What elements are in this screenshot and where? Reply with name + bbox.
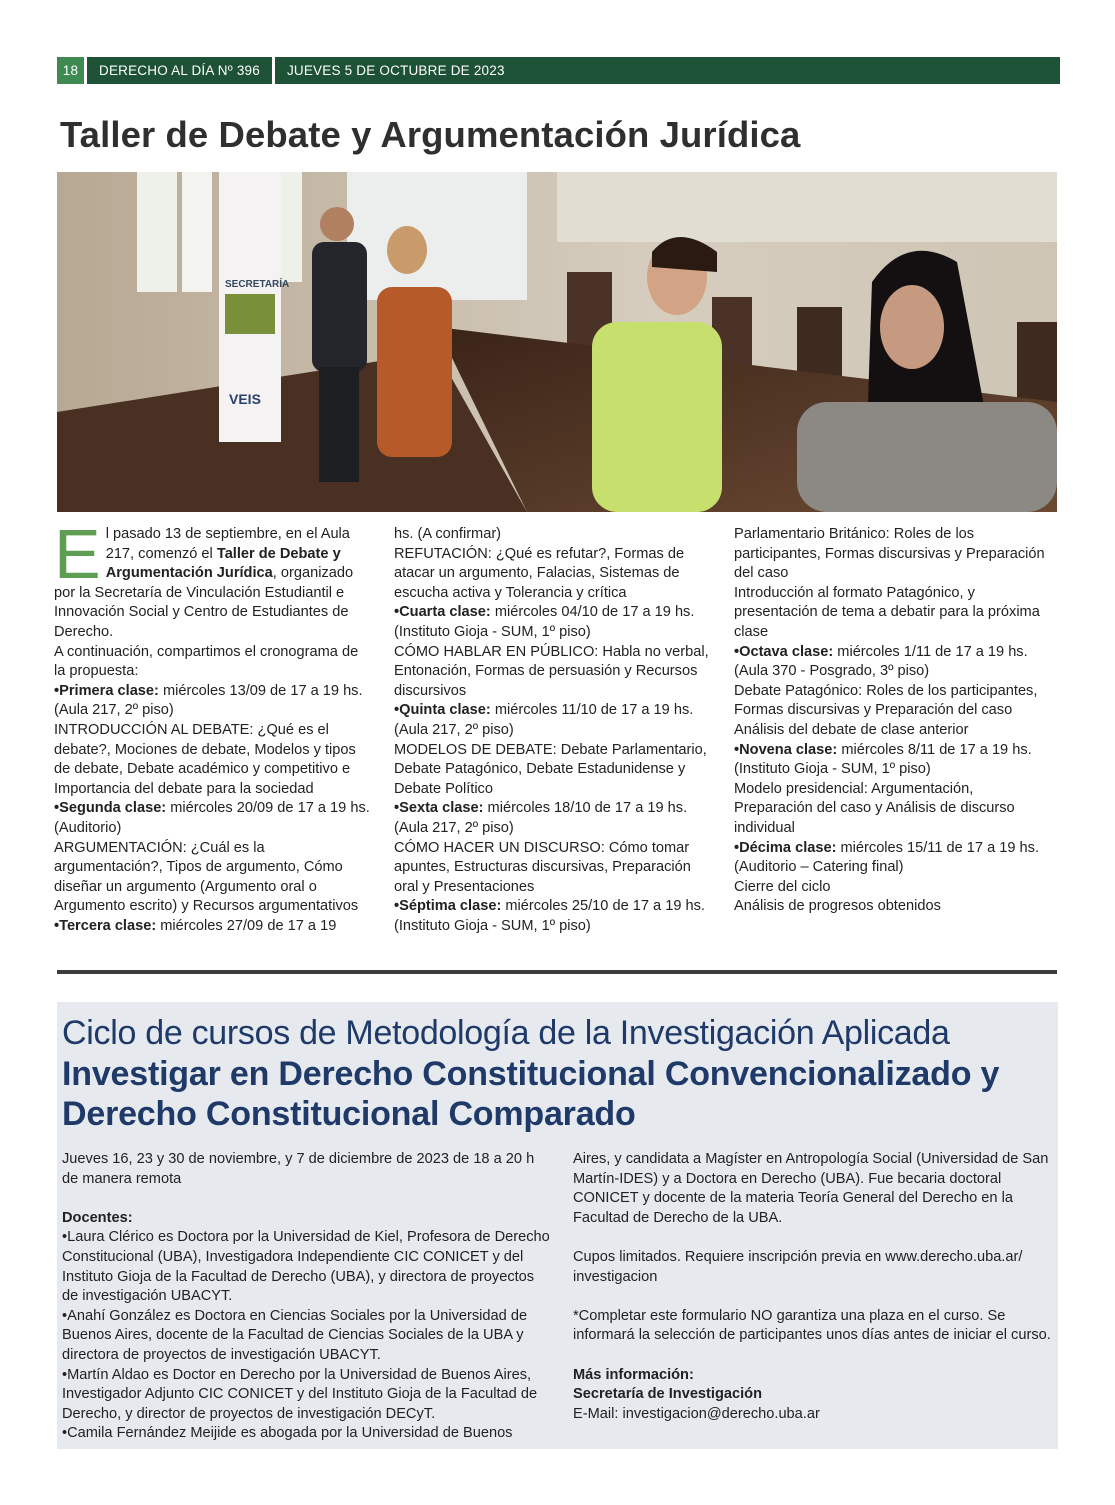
class-entry: •Cuarta clase: miércoles 04/10 de 17 a 19 hs. (Instituto Gioja - SUM, 1º piso): [394, 604, 695, 640]
article-column-2: [394, 525, 712, 936]
page-number: 18: [57, 57, 84, 84]
class-topic: Parlamentario Británico: Roles de los participantes, Formas discursivas y Preparación del caso: [734, 526, 1045, 582]
banner-logo: VEIS: [229, 391, 261, 407]
course-title: Investigar en Derecho Constitucional Convencionalizado y Derecho Constitucional Comparado: [62, 1055, 1000, 1133]
teacher-bio: Aires, y candidata a Magíster en Antropología Social (Universidad de San Martín-IDES) y a Doctora en Derecho (UBA). Fue becaria doctoral CONICET y docente de la materia Teoría General del Derecho en la Facultad de Derecho de la UBA.: [573, 1151, 1049, 1226]
photo-illustration: [57, 172, 1057, 512]
class-entry: •Quinta clase: miércoles 11/10 de 17 a 19 hs. (Aula 217, 2º piso): [394, 702, 694, 738]
course-column-1: [62, 1150, 552, 1444]
teacher-bio: •Camila Fernández Meijide es abogada por la Universidad de Buenos: [62, 1425, 513, 1442]
class-topic: ARGUMENTACIÓN: ¿Cuál es la argumentación?, Tipos de argumento, Cómo diseñar un argumento (Argumento oral o Argumento escrito) y Recursos argumentativos: [54, 839, 359, 915]
contact-office: Secretaría de Investigación: [573, 1386, 762, 1403]
intro-text: , organizado por la Secretaría de Vinculación Estudiantil e Innovación Social y Centro de Estudiantes de Derecho.: [54, 565, 354, 640]
article-column-1: [54, 515, 372, 936]
intro-text: l pasado 13 de septiembre, en el Aula 217, comenzó el: [105, 526, 350, 562]
teacher-bio: •Martín Aldao es Doctor en Derecho por la Universidad de Buenos Aires, Investigador Adjunto CIC CONICET y del Instituto Gioja de la Facultad de Derecho, y director de proyectos de investigación DECyT.: [62, 1366, 538, 1422]
class-topic: MODELOS DE DEBATE: Debate Parlamentario, Debate Patagónico, Debate Estadunidense y Debate Político: [394, 741, 707, 797]
class-entry: •Sexta clase: miércoles 18/10 de 17 a 19 hs. (Aula 217, 2º piso): [394, 800, 688, 836]
more-info-label: Más información:: [573, 1366, 694, 1383]
page-header: [57, 57, 1060, 84]
class-topic: REFUTACIÓN: ¿Qué es refutar?, Formas de atacar un argumento, Falacias, Sistemas de escucha activa y Tolerancia y crítica: [394, 545, 685, 601]
publication-name: DERECHO AL DÍA Nº 396: [99, 63, 260, 78]
course-schedule: Jueves 16, 23 y 30 de noviembre, y 7 de diciembre de 2023 de 18 a 20 h de manera remota: [62, 1151, 535, 1187]
class-entry: •Tercera clase: miércoles 27/09 de 17 a 19: [54, 917, 337, 934]
drop-cap: E: [54, 515, 101, 593]
class-topic: CÓMO HABLAR EN PÚBLICO: Habla no verbal, Entonación, Formas de persuasión y Recursos discursivos: [394, 643, 709, 699]
class-topic: Modelo presidencial: Argumentación, Preparación del caso y Análisis de discurso individual: [734, 780, 1015, 836]
docentes-heading: Docentes:: [62, 1209, 133, 1226]
teacher-bio: •Laura Clérico es Doctora por la Universidad de Kiel, Profesora de Derecho Constitucional (UBA), Investigadora Independiente CIC CONICET y del Instituto Gioja de la Facultad de Derecho (UBA), y directora de proyectos de investigación UBACYT.: [62, 1229, 550, 1305]
registration-info: Cupos limitados. Requiere inscripción previa en www.derecho.uba.ar/ investigacion: [573, 1248, 1023, 1285]
disclaimer-note: *Completar este formulario NO garantiza una plaza en el curso. Se informará la selección de participantes unos días antes de iniciar el curso.: [573, 1307, 1051, 1344]
class-topic: CÓMO HACER UN DISCURSO: Cómo tomar apuntes, Estructuras discursivas, Preparación oral y Presentaciones: [394, 839, 691, 895]
class-topic: Análisis de progresos obtenidos: [734, 898, 941, 915]
class-topic: INTRODUCCIÓN AL DEBATE: ¿Qué es el debate?, Mociones de debate, Modelos y tipos de debate, Debate académico y competitivo e Importancia del debate para la sociedad: [54, 721, 356, 797]
paragraph: A continuación, compartimos el cronograma de la propuesta:: [54, 643, 359, 680]
article-column-3: [734, 525, 1052, 917]
class-entry: •Novena clase: miércoles 8/11 de 17 a 19 hs. (Instituto Gioja - SUM, 1º piso): [734, 741, 1032, 778]
course-column-2: [573, 1150, 1063, 1424]
class-entry: hs. (A confirmar): [394, 526, 502, 542]
intro-bold: Taller de Debate y Argumentación Jurídica: [105, 545, 341, 582]
class-entry: •Primera clase: miércoles 13/09 de 17 a 19 hs. (Aula 217, 2º piso): [54, 682, 363, 719]
intro-paragraph: [54, 515, 372, 643]
class-topic: Debate Patagónico: Roles de los participantes, Formas discursivas y Preparación del caso: [734, 682, 1038, 719]
class-topic: Cierre del ciclo: [734, 878, 831, 895]
class-entry: •Séptima clase: miércoles 25/10 de 17 a 19 hs. (Instituto Gioja - SUM, 1º piso): [394, 898, 705, 934]
class-entry: •Décima clase: miércoles 15/11 de 17 a 19 hs. (Auditorio – Catering final): [734, 839, 1040, 876]
article-photo: [57, 172, 1057, 512]
section-divider: [57, 970, 1057, 974]
publication-date: JUEVES 5 DE OCTUBRE DE 2023: [286, 63, 505, 78]
class-entry: •Segunda clase: miércoles 20/09 de 17 a 19 hs. (Auditorio): [54, 800, 370, 836]
course-kicker: Ciclo de cursos de Metodología de la Investigación Aplicada: [62, 1014, 950, 1052]
class-topic: Introducción al formato Patagónico, y presentación de tema a debatir para la próxima clase: [734, 584, 1040, 640]
banner-text: SECRETARÍA: [225, 279, 290, 290]
class-topic: Análisis del debate de clase anterior: [734, 721, 969, 738]
teacher-bio: •Anahí González es Doctora en Ciencias Sociales por la Universidad de Buenos Aires, docente de la Facultad de Ciencias Sociales de la UBA y directora de proyectos de investigación UBACYT.: [62, 1307, 528, 1363]
class-entry: •Octava clase: miércoles 1/11 de 17 a 19 hs. (Aula 370 - Posgrado, 3º piso): [734, 643, 1028, 680]
contact-email: E-Mail: investigacion@derecho.uba.ar: [573, 1405, 820, 1422]
article-title: Taller de Debate y Argumentación Jurídica: [60, 114, 801, 155]
